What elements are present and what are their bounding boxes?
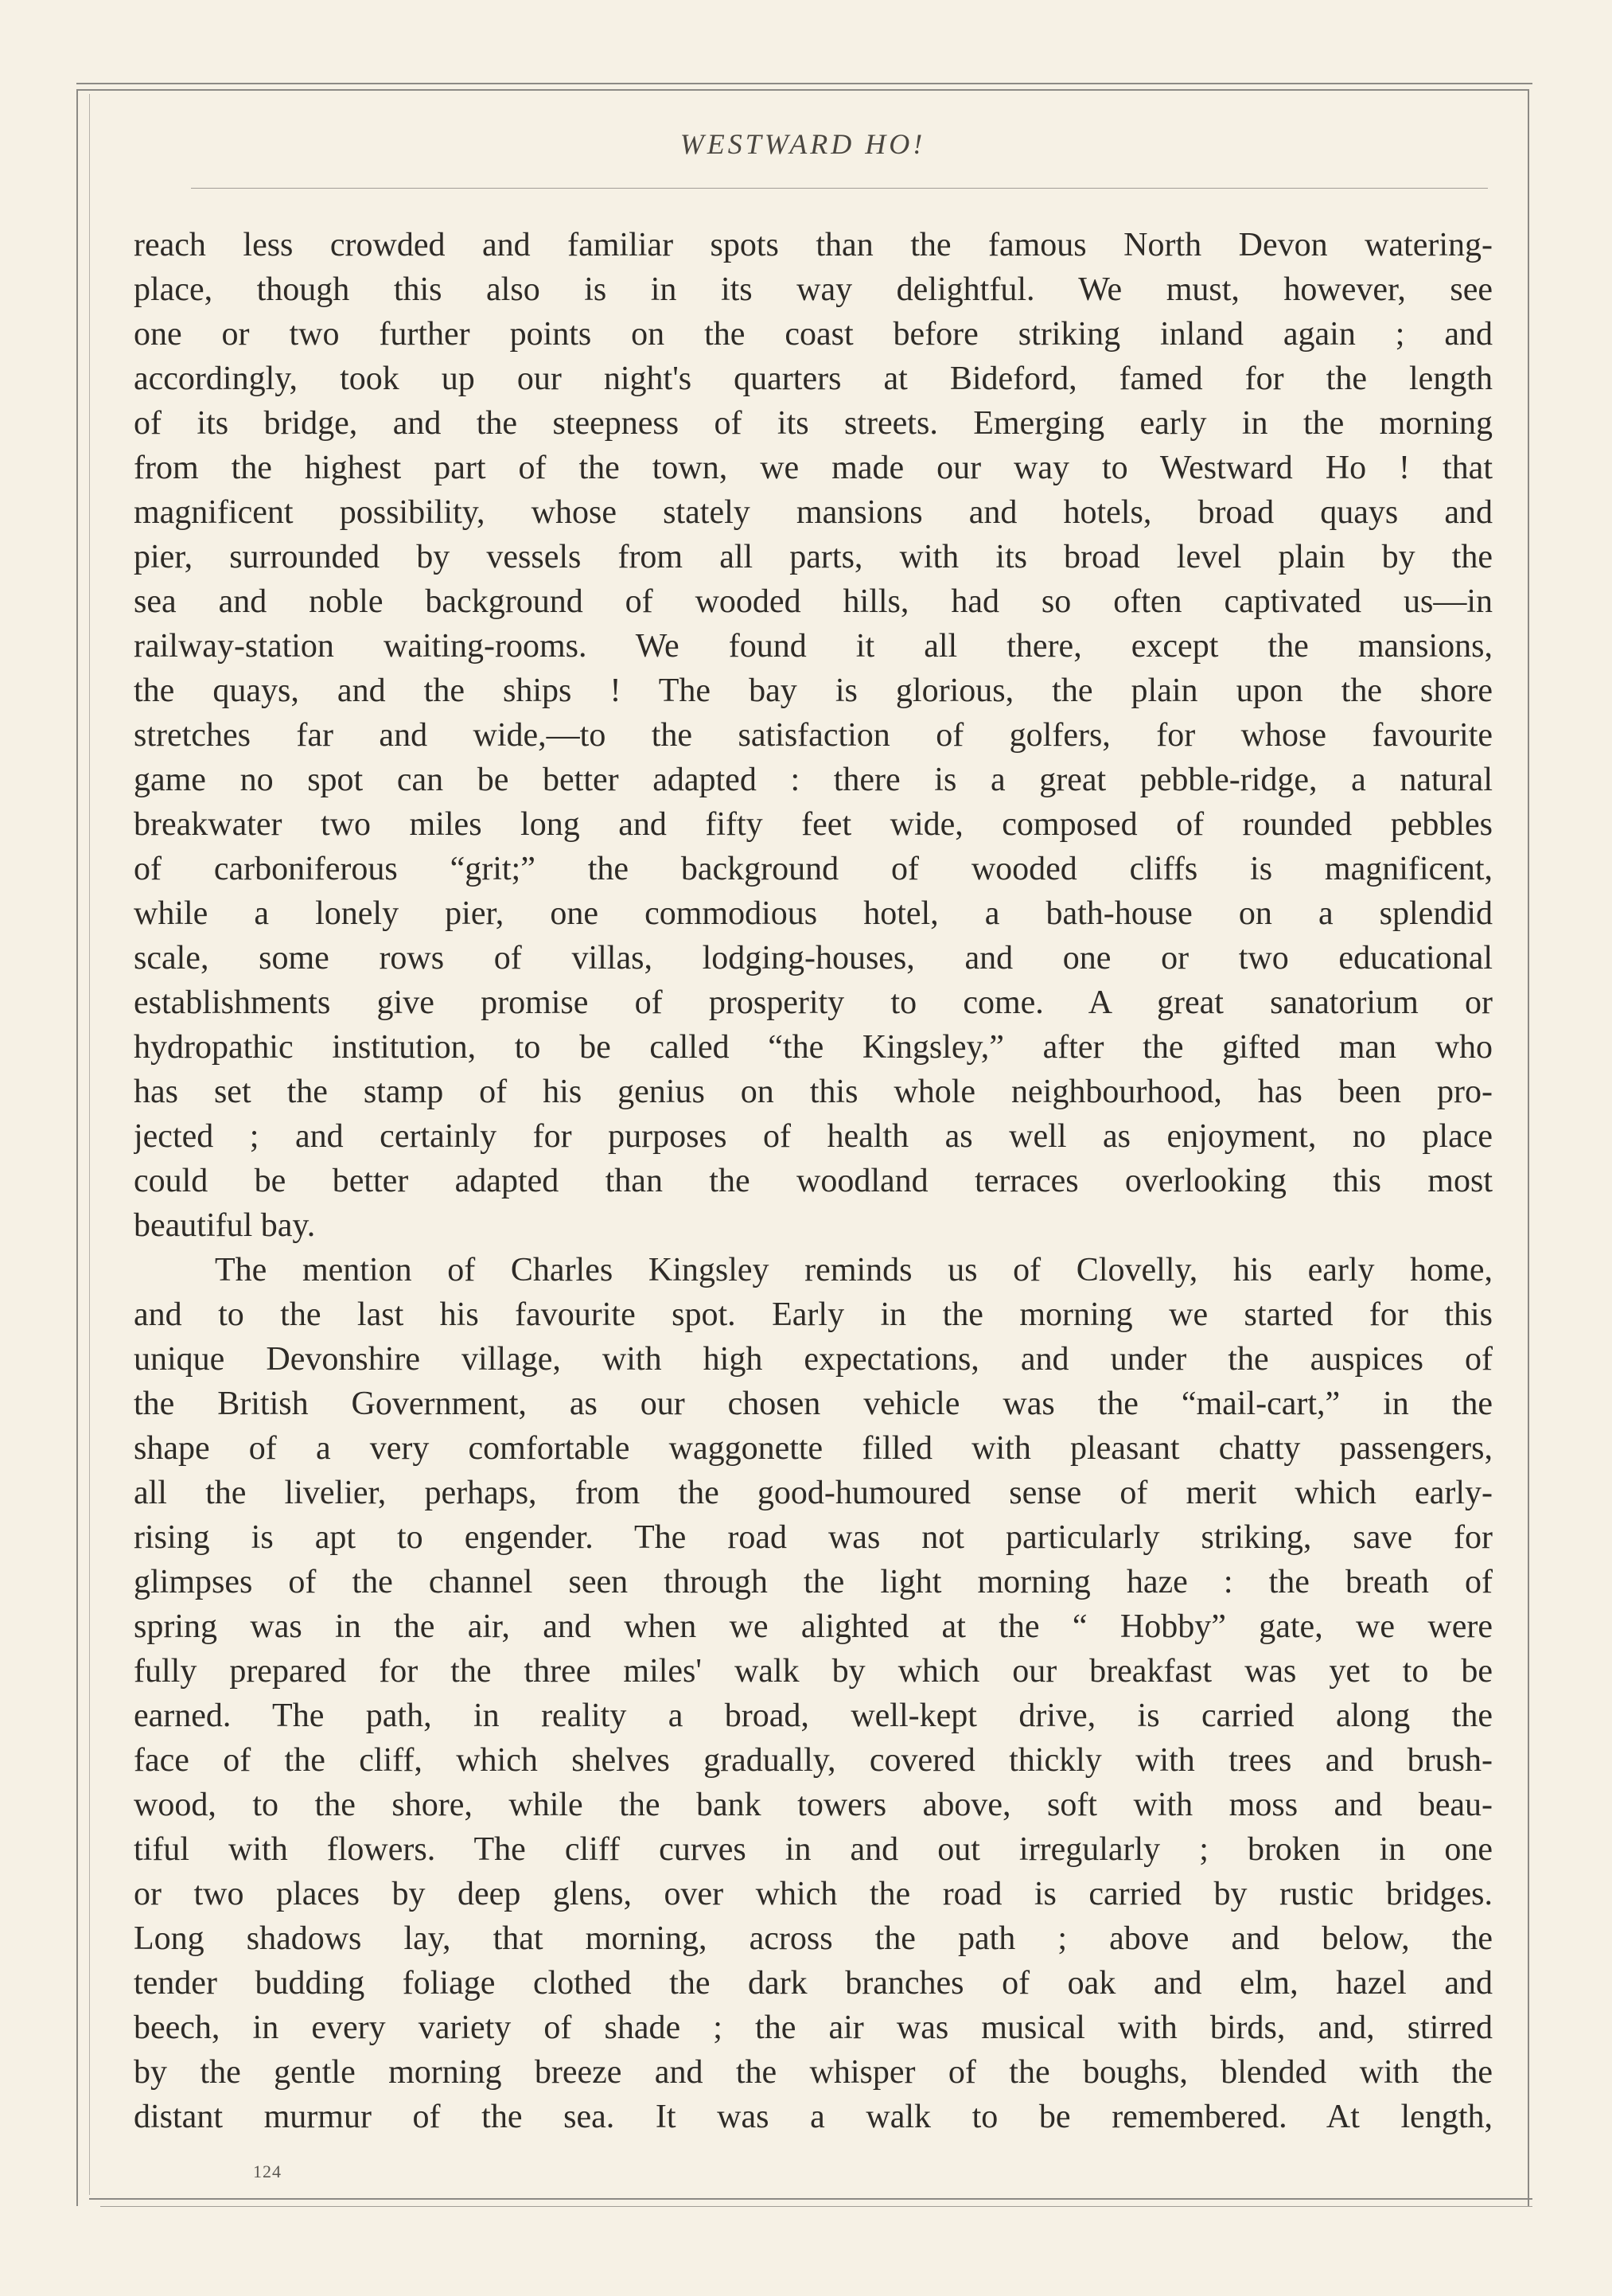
text-line: The mention of Charles Kingsley reminds us of Clovelly, his early home, (215, 1252, 1493, 1288)
bottom-border-rule-inner (100, 2206, 1532, 2207)
text-line: of carboniferous “grit;” the background of wooded cliffs is magnificent, (134, 851, 1493, 887)
text-line: has set the stamp of his genius on this whole neighbourhood, has been pro- (134, 1074, 1493, 1110)
body-text (134, 223, 1493, 2139)
text-line: unique Devonshire village, with high expectations, and under the auspices of (134, 1341, 1493, 1378)
text-line: reach less crowded and familiar spots than the famous North Devon watering- (134, 227, 1493, 263)
bottom-border-rule (89, 2198, 1532, 2200)
text-line: jected ; and certainly for purposes of health as well as enjoyment, no place (134, 1118, 1493, 1155)
text-line: magnificent possibility, whose stately mansions and hotels, broad quays and (134, 494, 1493, 531)
text-line: shape of a very comfortable waggonette filled with pleasant chatty passengers, (134, 1430, 1493, 1467)
paragraph (134, 223, 1493, 1248)
text-line: Long shadows lay, that morning, across the path ; above and below, the (134, 1920, 1493, 1957)
text-line: from the highest part of the town, we made our way to Westward Ho ! that (134, 450, 1493, 486)
text-line: of its bridge, and the steepness of its streets. Emerging early in the morning (134, 405, 1493, 442)
text-line: hydropathic institution, to be called “the Kingsley,” after the gifted man who (134, 1029, 1493, 1066)
page-number: 124 (253, 2162, 282, 2181)
text-line: fully prepared for the three miles' walk by which our breakfast was yet to be (134, 1653, 1493, 1690)
text-line: glimpses of the channel seen through the light morning haze : the breath of (134, 1564, 1493, 1600)
text-line: earned. The path, in reality a broad, well-kept drive, is carried along the (134, 1698, 1493, 1734)
text-line: all the livelier, perhaps, from the good-humoured sense of merit which early- (134, 1475, 1493, 1511)
text-line: pier, surrounded by vessels from all parts, with its broad level plain by the (134, 539, 1493, 575)
text-line: scale, some rows of villas, lodging-houses, and one or two educational (134, 940, 1493, 976)
text-line: rising is apt to engender. The road was not particularly striking, save for (134, 1519, 1493, 1556)
text-line: beech, in every variety of shade ; the air was musical with birds, and, stirred (134, 2009, 1493, 2046)
text-line: beautiful bay. (134, 1207, 316, 1244)
text-line: sea and noble background of wooded hills, had so often captivated us—in (134, 583, 1493, 620)
text-line: tender budding foliage clothed the dark branches of oak and elm, hazel and (134, 1965, 1493, 2002)
text-line: by the gentle morning breeze and the whisper of the boughs, blended with the (134, 2054, 1493, 2091)
text-line: game no spot can be better adapted : there is a great pebble-ridge, a natural (134, 762, 1493, 798)
text-line: spring was in the air, and when we alighted at the “ Hobby” gate, we were (134, 1608, 1493, 1645)
text-line: railway-station waiting-rooms. We found it all there, except the mansions, (134, 628, 1493, 665)
text-line: the British Government, as our chosen vehicle was the “mail-cart,” in the (134, 1386, 1493, 1422)
text-line: distant murmur of the sea. It was a walk to be remembered. At length, (134, 2099, 1493, 2135)
top-border-rule (76, 83, 1532, 84)
text-line: face of the cliff, which shelves gradually, covered thickly with trees and brush- (134, 1742, 1493, 1779)
text-line: and to the last his favourite spot. Early in the morning we started for this (134, 1296, 1493, 1333)
text-line: tiful with flowers. The cliff curves in and out irregularly ; broken in one (134, 1831, 1493, 1868)
text-line: place, though this also is in its way delightful. We must, however, see (134, 271, 1493, 308)
text-line: or two places by deep glens, over which the road is carried by rustic bridges. (134, 1876, 1493, 1912)
text-line: could be better adapted than the woodland terraces overlooking this most (134, 1163, 1493, 1199)
paragraph (134, 1248, 1493, 2139)
text-line: the quays, and the ships ! The bay is glorious, the plain upon the shore (134, 672, 1493, 709)
text-line: one or two further points on the coast before striking inland again ; and (134, 316, 1493, 353)
text-line: establishments give promise of prosperity to come. A great sanatorium or (134, 984, 1493, 1021)
text-line: accordingly, took up our night's quarters at Bideford, famed for the length (134, 361, 1493, 397)
running-head: WESTWARD HO! (679, 128, 926, 160)
inner-left-rule (89, 94, 90, 2195)
text-line: stretches far and wide,—to the satisfaction of golfers, for whose favourite (134, 717, 1493, 754)
text-line: wood, to the shore, while the bank towers above, soft with moss and beau- (134, 1787, 1493, 1823)
running-head-rule (191, 188, 1488, 189)
text-line: while a lonely pier, one commodious hotel, a bath-house on a splendid (134, 895, 1493, 932)
text-line: breakwater two miles long and fifty feet wide, composed of rounded pebbles (134, 806, 1493, 843)
